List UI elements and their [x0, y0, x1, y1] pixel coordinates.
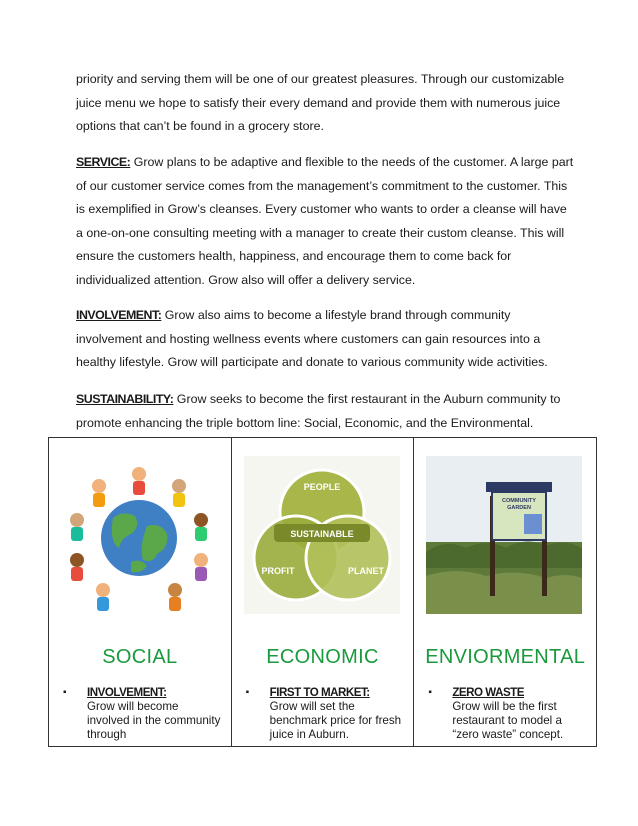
involvement-heading: INVOLVEMENT: [76, 308, 162, 322]
globe-people-icon [61, 456, 217, 614]
economic-column [231, 438, 414, 746]
paragraph-service [76, 151, 576, 293]
bullet-icon: ▪ [63, 687, 67, 698]
social-column [49, 438, 231, 746]
involvement-text: Grow also aims to become a lifestyle brand through community involvement and hosting wellness events where customers can gain resources into a healthy lifestyle. Grow will participate and donate to various community wide activities. [76, 308, 548, 370]
bullet-icon: ▪ [428, 687, 432, 698]
environmental-bullet-heading: ZERO WASTE [452, 686, 524, 699]
service-heading: SERVICE: [76, 155, 131, 169]
sustainability-text: Grow seeks to become the first restaurant in the Auburn community to promote enhancing the triple bottom line: Social, Economic, and the Environmental. [76, 392, 561, 430]
triple-bottom-line-table [48, 437, 597, 747]
social-bullet-text: Grow will become involved in the community through [87, 700, 221, 741]
sign-line-2: GARDEN [507, 505, 532, 511]
economic-bullet-heading: FIRST TO MARKET: [269, 686, 370, 699]
venn-label-people: PEOPLE [303, 482, 340, 492]
economic-bullet-text: Grow will set the benchmark price for fresh juice in Auburn. [269, 700, 402, 741]
paragraph-sustainability [76, 388, 576, 435]
environmental-title: ENVIORMENTAL [425, 646, 586, 668]
economic-title: ECONOMIC [266, 646, 379, 668]
sign-line-1: COMMUNITY [502, 498, 537, 504]
venn-label-profit: PROFIT [261, 566, 295, 576]
paragraph-involvement [76, 304, 576, 375]
bullet-icon: ▪ [245, 687, 250, 698]
garden-sign-icon [426, 456, 582, 614]
economic-bullet [246, 686, 406, 742]
social-title: SOCIAL [102, 646, 178, 668]
environmental-bullet [428, 686, 588, 742]
environmental-bullet-text: Grow will be the first restaurant to model a “zero waste” concept. [452, 700, 564, 741]
social-bullet [63, 686, 223, 742]
social-bullet-heading: INVOLVEMENT: [87, 686, 167, 699]
venn-label-planet: PLANET [347, 566, 384, 576]
intro-text: priority and serving them will be one of our greatest pleasures. Through our customizable juice menu we hope to satisfy their every demand and provide them with numerous juice options that can’t be found in a grocery store. [76, 72, 565, 134]
venn-label-sustainable: SUSTAINABLE [290, 529, 354, 539]
sustainability-heading: SUSTAINABILITY: [76, 392, 174, 406]
environmental-column [413, 438, 596, 746]
paragraph-intro [76, 68, 576, 139]
venn-diagram-icon [244, 456, 400, 614]
service-text: Grow plans to be adaptive and flexible to the needs of the customer. A large part of our customer service comes from the management’s commitment to the customer. This is exemplified in Grow’s cleanses. Every customer who wants to order a cleanse will have a one-on-one consulting meeting with a manager to create their custom cleanse. This will ensure the customers health, happiness, and encourage them to come back for individualized attention. Grow also will offer a delivery service. [76, 155, 574, 287]
